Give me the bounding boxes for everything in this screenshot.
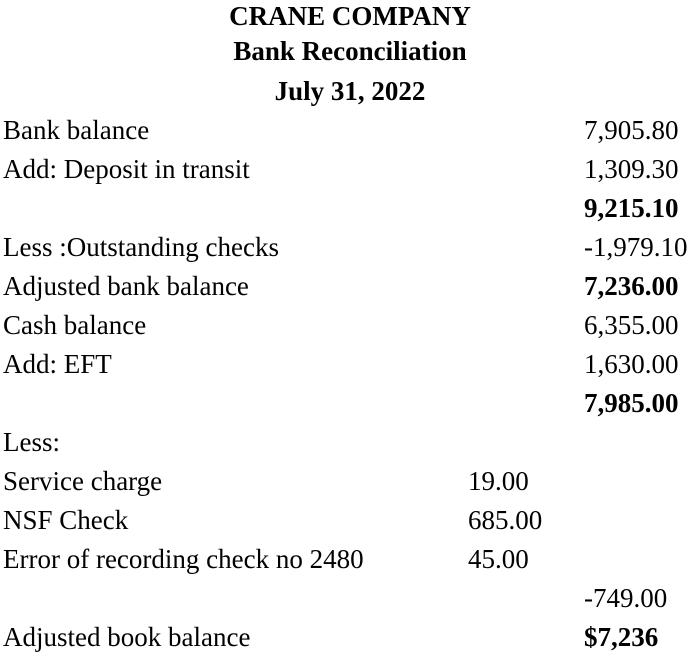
row-label: Error of recording check no 2480 [3,544,364,574]
row-amount: 9,215.10 [584,193,679,223]
row-bank-balance [0,111,700,150]
row-eft [0,345,700,384]
row-amount: $7,236 [584,622,659,652]
row-label: Add: EFT [3,349,112,379]
row-label: Bank balance [3,115,150,145]
row-less-heading [0,423,700,462]
row-label: Service charge [3,466,163,496]
row-label: Add: Deposit in transit [3,154,250,184]
row-service-charge [0,462,700,501]
row-amount: 7,905.80 [584,115,679,145]
row-label: Less: [3,427,60,457]
row-sub-amount: 19.00 [468,466,529,496]
row-amount: 7,985.00 [584,388,679,418]
row-amount: 7,236.00 [584,271,679,301]
row-label: NSF Check [3,505,129,535]
row-amount: -749.00 [584,583,668,613]
row-label: Adjusted book balance [3,622,251,652]
row-amount: -1,979.10 [584,232,688,262]
row-cash-balance [0,306,700,345]
row-deductions-total [0,579,700,618]
row-amount: 6,355.00 [584,310,679,340]
row-recording-error [0,540,700,579]
row-label: Less :Outstanding checks [3,232,279,262]
row-amount: 1,309.30 [584,154,679,184]
row-bank-subtotal [0,189,700,228]
row-sub-amount: 685.00 [468,505,543,535]
row-label: Cash balance [3,310,147,340]
row-adjusted-book-balance [0,618,700,657]
row-adjusted-bank-balance [0,267,700,306]
statement-date: July 31, 2022 [274,76,426,106]
row-sub-amount: 45.00 [468,544,529,574]
row-deposit-in-transit [0,150,700,189]
row-amount: 1,630.00 [584,349,679,379]
row-outstanding-checks [0,228,700,267]
row-book-subtotal [0,384,700,423]
document-title: Bank Reconciliation [233,36,467,66]
company-name: CRANE COMPANY [229,1,471,31]
row-nsf-check [0,501,700,540]
row-label: Adjusted bank balance [3,271,249,301]
